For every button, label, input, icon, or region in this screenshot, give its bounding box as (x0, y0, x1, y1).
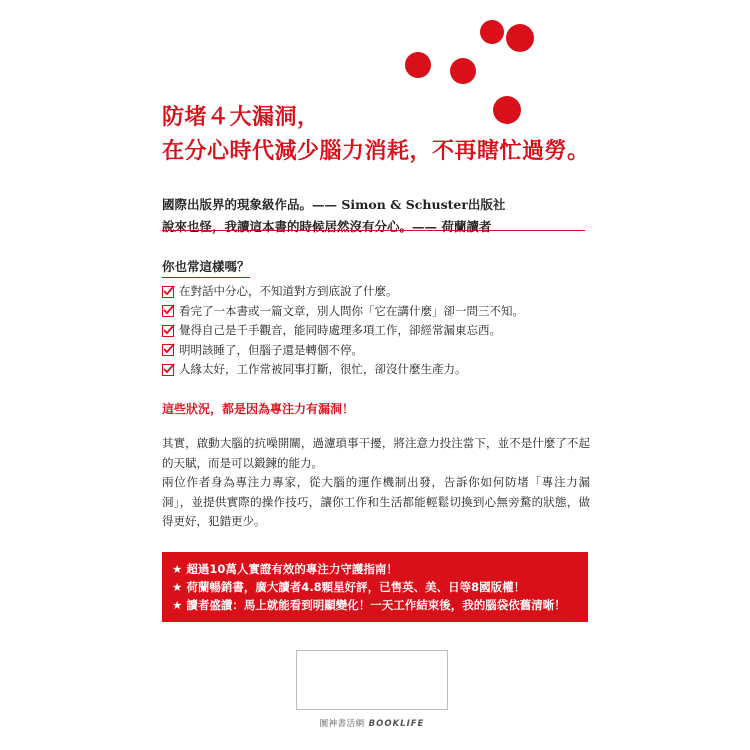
endorsement-quotes (162, 194, 505, 238)
brand-footer (296, 717, 448, 729)
list-item (162, 321, 524, 341)
list-item (162, 282, 524, 302)
decorative-red-dot (506, 24, 534, 52)
symptom-checklist (162, 282, 524, 380)
headline (162, 100, 590, 168)
checkbox-checked-icon (162, 305, 174, 317)
callout-text: 這些狀況，都是因為專注力有漏洞！ (162, 402, 355, 416)
checkbox-checked-icon (162, 286, 174, 298)
brand-chinese-name: 圖神書活網 (319, 719, 365, 729)
body-paragraph: 其實，啟動大腦的抗噪開關，過濾瑣事干擾，將注意力投注當下，並不是什麼了不起的天賦，而是可以鍛鍊的能力。 (162, 436, 590, 470)
list-item-text: 在對話中分心，不知道對方到底說了什麼。 (179, 284, 398, 298)
empty-image-frame (296, 650, 448, 710)
promo-line: ★ 荷蘭暢銷書，廣大讀者4.8顆星好評，已售英、美、日等8國版權！ (172, 580, 526, 594)
description-body (162, 434, 590, 532)
list-item (162, 302, 524, 322)
promo-banner (162, 552, 588, 622)
checkbox-checked-icon (162, 344, 174, 356)
list-item-text: 人緣太好，工作常被同事打斷，很忙，卻沒什麼生產力。 (179, 362, 467, 376)
list-item-text: 覺得自己是千手觀音，能同時處理多項工作，卻經常漏東忘西。 (179, 323, 501, 337)
divider-line (162, 230, 585, 231)
decorative-red-dot (450, 58, 476, 84)
headline-line-1: 防堵４大漏洞， (162, 104, 320, 130)
decorative-red-dot (480, 20, 504, 44)
promo-line: ★ 超過10萬人實證有效的專注力守護指南！ (172, 562, 398, 576)
list-item (162, 360, 524, 380)
quote-reader: 說來也怪，我讀這本書的時候居然沒有分心。—— 荷蘭讀者 (162, 219, 492, 234)
decorative-red-dot (405, 52, 431, 78)
body-paragraph: 兩位作者身為專注力專家，從大腦的運作機制出發，告訴你如何防堵「專注力漏洞」，並提供實際的操作技巧，讓你工作和生活都能輕鬆切換到心無旁騖的狀態，做得更好，犯錯更少。 (162, 475, 590, 528)
checkbox-checked-icon (162, 364, 174, 376)
checkbox-checked-icon (162, 325, 174, 337)
list-item (162, 341, 524, 361)
checklist-title: 你也常這樣嗎？ (162, 257, 250, 278)
promo-line: ★ 讀者盛讚：馬上就能看到明顯變化！一天工作結束後，我的腦袋依舊清晰！ (172, 598, 566, 612)
list-item-text: 明明該睡了，但腦子還是轉個不停。 (179, 342, 363, 357)
brand-logo-text: BOOKLIFE (368, 719, 425, 729)
list-item-text: 看完了一本書或一篇文章，別人問你「它在講什麼」卻一問三不知。 (179, 303, 524, 318)
quote-publisher: 國際出版界的現象級作品。—— Simon & Schuster出版社 (162, 197, 506, 212)
headline-line-2: 在分心時代減少腦力消耗，不再瞎忙過勞。 (162, 138, 590, 164)
